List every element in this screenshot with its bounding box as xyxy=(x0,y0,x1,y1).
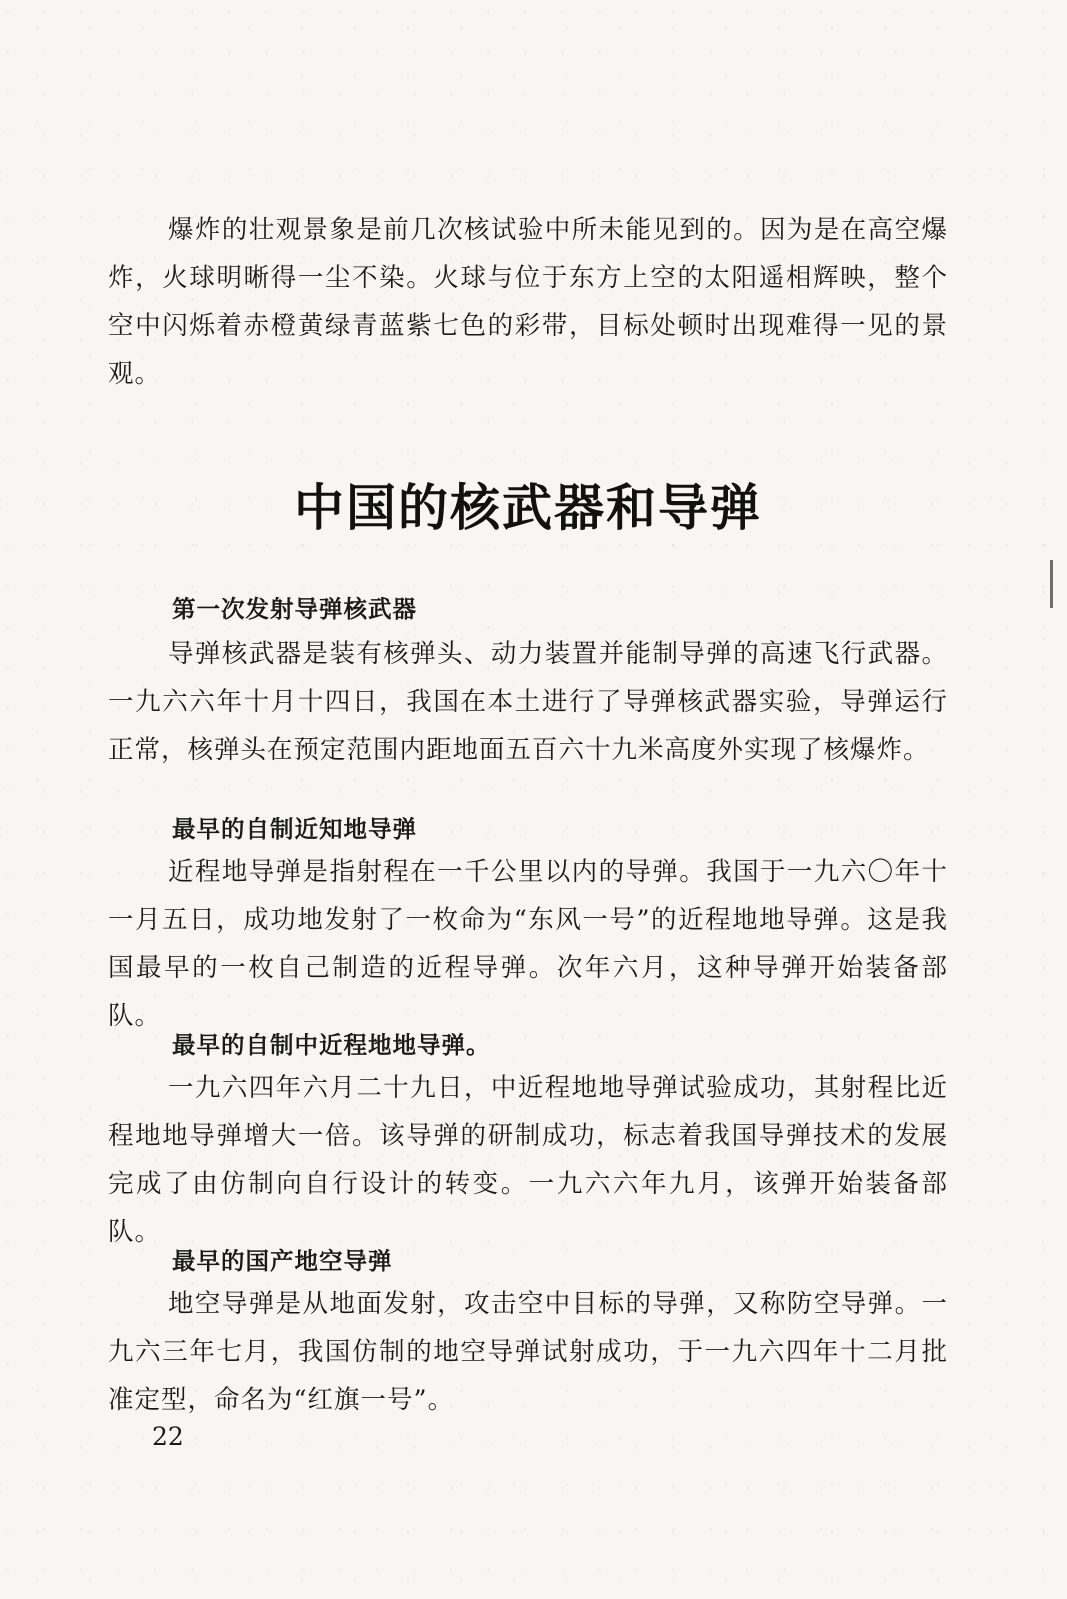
section-heading: 最早的国产地空导弹 xyxy=(172,1247,393,1275)
section-body: 一九六四年六月二十九日，中近程地地导弹试验成功，其射程比近程地地导弹增大一倍。该导弹的研制成功，标志着我国导弹技术的发展完成了由仿制向自行设计的转变。一九六六年九月，该弹开始装备部队。 xyxy=(108,1073,948,1247)
section-heading: 第一次发射导弹核武器 xyxy=(172,595,417,623)
section-body: 近程地导弹是指射程在一千公里以内的导弹。我国于一九六〇年十一月五日，成功地发射了一枚命为“东风一号”的近程地地导弹。这是我国最早的一枚自己制造的近程导弹。次年六月，这种导弹开始装备部队。 xyxy=(108,857,948,1031)
intro-paragraph: 爆炸的壮观景象是前几次核试验中所未能见到的。因为是在高空爆炸，火球明晰得一尘不染。火球与位于东方上空的太阳遥相辉映，整个空中闪烁着赤橙黄绿青蓝紫七色的彩带，目标处顿时出现难得一见的景观。 xyxy=(108,215,948,389)
section-heading: 最早的自制中近程地地导弹。 xyxy=(172,1031,491,1059)
page-number: 22 xyxy=(152,1422,184,1451)
section-heading: 最早的自制近知地导弹 xyxy=(172,815,417,843)
chapter-title: 中国的核武器和导弹 xyxy=(294,478,762,537)
section-body: 地空导弹是从地面发射，攻击空中目标的导弹，又称防空导弹。一九六三年七月，我国仿制的地空导弹试射成功，于一九六四年十二月批准定型，命名为“红旗一号”。 xyxy=(108,1289,948,1415)
scan-edge-mark xyxy=(1050,560,1053,608)
section-body: 导弹核武器是装有核弹头、动力装置并能制导弹的高速飞行武器。一九六六年十月十四日，我国在本土进行了导弹核武器实验，导弹运行正常，核弹头在预定范围内距地面五百六十九米高度外实现了核爆炸。 xyxy=(108,639,948,765)
